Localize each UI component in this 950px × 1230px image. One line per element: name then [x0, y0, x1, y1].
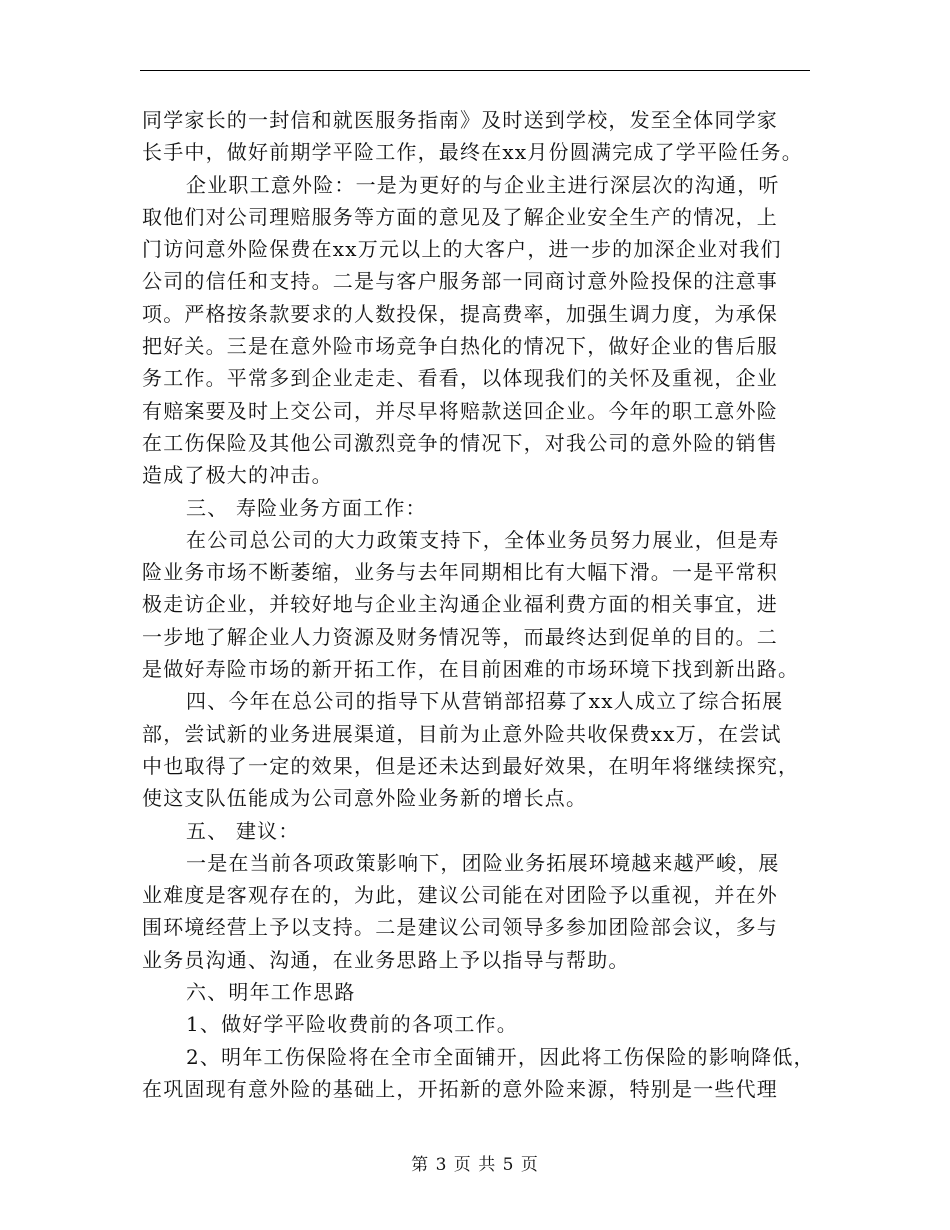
text-line: 围环境经营上予以支持。二是建议公司领导多参加团险部会议，多与 — [142, 915, 778, 940]
text-line: 业难度是客观存在的，为此，建议公司能在对团险予以重视，并在外 — [142, 883, 778, 908]
header-rule — [140, 70, 810, 71]
text-line: 同学家长的一封信和就医服务指南》及时送到学校，发至全体同学家 — [142, 108, 778, 132]
text-line: 有赔案要及时上交公司，并尽早将赔款送回企业。今年的职工意外险 — [142, 398, 778, 423]
text-line: 2、明年工伤保险将在全市全面铺开，因此将工伤保险的影响降低， — [186, 1044, 815, 1069]
text-line: 一是在当前各项政策影响下，团险业务拓展环境越来越严峻，展 — [186, 850, 780, 875]
text-line: 取他们对公司理赔服务等方面的意见及了解企业安全生产的情况，上 — [142, 204, 778, 229]
document-body — [142, 104, 814, 1105]
text-line: 业务员沟通、沟通，在业务思路上予以指导与帮助。 — [142, 947, 630, 972]
text-line: 把好关。三是在意外险市场竞争白热化的情况下，做好企业的售后服 — [142, 334, 778, 359]
text-line: 五、 建议： — [186, 818, 300, 843]
text-line: 极走访企业，并较好地与企业主沟通企业福利费方面的相关事宜，进 — [142, 592, 778, 617]
text-line: 中也取得了一定的效果，但是还未达到最好效果，在明年将继续探究， — [142, 753, 800, 778]
text-line: 使这支队伍能成为公司意外险业务新的增长点。 — [142, 786, 588, 811]
text-line: 公司的信任和支持。二是与客户服务部一同商讨意外险投保的注意事 — [142, 269, 778, 294]
text-line: 造成了极大的冲击。 — [142, 463, 333, 488]
text-line: 一步地了解企业人力资源及财务情况等，而最终达到促单的目的。二 — [142, 624, 778, 649]
text-line: 长手中，做好前期学平险工作，最终在xx月份圆满完成了学平险任务。 — [142, 140, 803, 165]
page-footer: 第 3 页 共 5 页 — [411, 1155, 539, 1175]
text-line: 六、明年工作思路 — [186, 980, 356, 1005]
text-line: 企业职工意外险：一是为更好的与企业主进行深层次的沟通，听 — [186, 172, 780, 197]
text-line: 是做好寿险市场的新开拓工作，在目前困难的市场环境下找到新出路。 — [142, 657, 800, 682]
text-line: 项。严格按条款要求的人数投保，提高费率，加强生调力度，为承保 — [142, 301, 778, 326]
text-line: 四、今年在总公司的指导下从营销部招募了xx人成立了综合拓展 — [186, 689, 784, 714]
text-line: 务工作。平常多到企业走走、看看，以体现我们的关怀及重视，企业 — [142, 366, 778, 391]
text-line: 在公司总公司的大力政策支持下，全体业务员努力展业，但是寿 — [186, 527, 780, 552]
text-line: 1、做好学平险收费前的各项工作。 — [186, 1012, 518, 1037]
text-line: 在工伤保险及其他公司激烈竞争的情况下，对我公司的意外险的销售 — [142, 430, 778, 455]
text-line: 部，尝试新的业务进展渠道，目前为止意外险共收保费xx万，在尝试 — [142, 721, 782, 746]
text-line: 险业务市场不断萎缩，业务与去年同期相比有大幅下滑。一是平常积 — [142, 560, 778, 585]
text-line: 三、 寿险业务方面工作： — [186, 495, 427, 520]
text-line: 门访问意外险保费在xx万元以上的大客户，进一步的加深企业对我们 — [142, 237, 782, 262]
text-line: 在巩固现有意外险的基础上，开拓新的意外险来源，特别是一些代理 — [142, 1076, 778, 1101]
